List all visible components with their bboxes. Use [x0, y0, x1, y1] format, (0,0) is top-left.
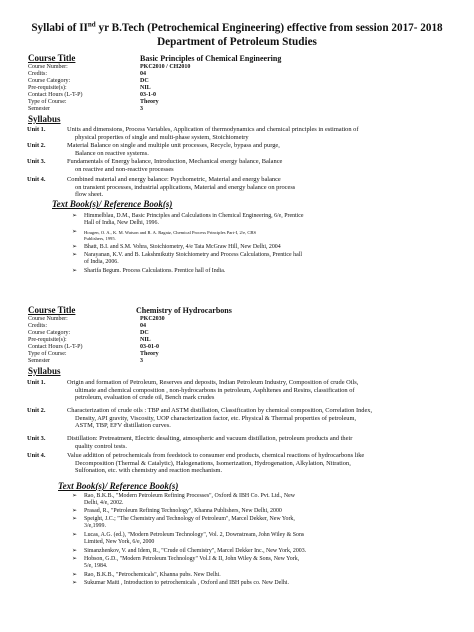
- title-superscript: nd: [87, 20, 96, 29]
- bullet-arrow-icon: ➢: [72, 532, 78, 538]
- course2-ref-item: [72, 580, 444, 587]
- course2-ref-item: [72, 532, 444, 546]
- course2-field-label: Credits:: [28, 323, 47, 329]
- ref-line: Prasad, R., "Petroleum Refining Technology", Khanna Publishers, New Delhi, 2000: [84, 508, 282, 514]
- course2-field-value: PKC2030: [140, 316, 165, 322]
- course2-syllabus-heading: Syllabus: [28, 366, 61, 376]
- title-prefix: Syllabi of II: [31, 22, 88, 34]
- bullet-arrow-icon: ➢: [72, 213, 78, 219]
- unit-line: Density, API gravity, Viscosity, UOP characterization factor, etc. Physical & Thermal properties of petroleum,: [75, 414, 357, 422]
- unit-line: quality control tests.: [75, 442, 128, 450]
- unit-line: Units and dimensions, Process Variables, Application of thermodynamics and chemical principles in estimation of: [67, 126, 359, 133]
- ref-line: Delhi, 4/e, 2002.: [84, 500, 124, 507]
- course1-field-value: NIL: [140, 85, 151, 91]
- course2-field-value: 04: [140, 323, 146, 329]
- bullet-arrow-icon: ➢: [72, 244, 78, 250]
- course1-name: Basic Principles of Chemical Engineering: [140, 54, 282, 63]
- unit-line: on transient processes, industrial applications, Material and energy balance on process: [75, 183, 296, 191]
- course1-field-label: Credits:: [28, 71, 47, 77]
- course2-name: Chemistry of Hydrocarbons: [136, 306, 232, 315]
- course2-ref-item: [72, 572, 444, 579]
- ref-line: Hougen, O. A., K. M. Watson and R. A. Ragatz, Chemical Process Principles Part-I, 2/e, CBS: [84, 230, 257, 235]
- course2-ref-item: [72, 556, 444, 570]
- ref-line: Himmelblau, D.M., Basic Principles and Calculations in Chemical Engineering, 6/e, Prentice: [84, 213, 304, 219]
- unit-label: Unit 2.: [27, 407, 46, 414]
- unit-line: physical properties of single and multi-phase system, Stoichiometry: [75, 133, 249, 141]
- unit-line: flow sheet.: [75, 191, 104, 199]
- course1-refs-heading: Text Book(s)/ Reference Book(s): [52, 199, 173, 209]
- bullet-arrow-icon: ➢: [72, 229, 78, 235]
- course2-field-value: Theory: [140, 351, 159, 357]
- course2-title-heading: Course Title: [28, 305, 76, 315]
- title-suffix: yr B.Tech (Petrochemical Engineering) effective from session 2017- 2018: [95, 22, 443, 34]
- course2-field-label: Type of Course:: [28, 351, 67, 357]
- course1-field-label: Course Number:: [28, 64, 68, 70]
- ref-line: Sharifa Begum. Process Calculations. Prentice hall of India.: [84, 268, 226, 274]
- page-title: [0, 22, 474, 35]
- unit-label: Unit 3.: [27, 158, 46, 165]
- ref-line: Hobson, G.D., "Modern Petroleum Technology" Vol.I & II, John Wiley & Sons, New York,: [84, 556, 300, 562]
- course1-field-value: 04: [140, 71, 146, 77]
- ref-line: Rao, B.K.B., "Modern Petroleum Refining Processes", Oxford & IBH Co. Pvt. Ltd., New: [84, 493, 295, 499]
- course2-ref-item: [72, 516, 444, 530]
- course2-field-label: Course Number:: [28, 316, 68, 322]
- unit-line: Origin and formation of Petroleum, Reserves and deposits, Indian Petroleum Industry, Composition of crude Oils,: [67, 379, 359, 386]
- course1-field-label: Contact Hours (L-T-P): [28, 92, 83, 98]
- bullet-arrow-icon: ➢: [72, 493, 78, 499]
- course1-unit-1: [27, 126, 452, 141]
- unit-line: Decomposition (Thermal & Catalytic), Halogenations, Isomerization, Hydrogenation, Alkylation, Nitration,: [75, 459, 351, 467]
- unit-line: ultimate and chemical composition , non-hydrocarbons in petroleum, Asphltenes and Resins, classification of: [75, 386, 355, 394]
- course1-unit-4: [27, 176, 452, 199]
- ref-line: Narayanan, K.V. and B. Lakshmikutty Stoichiometry and Process Calculations, Prentice hall: [84, 252, 302, 258]
- course1-ref-item: [72, 252, 444, 266]
- course2-field-label: Contact Hours (L-T-P): [28, 344, 83, 350]
- bullet-arrow-icon: ➢: [72, 508, 78, 514]
- ref-line: 3/e,1999.: [84, 523, 106, 530]
- course1-field-label: Pre-requisite(s):: [28, 85, 67, 91]
- course1-field-value: 3: [140, 106, 143, 112]
- course2-field-value: NIL: [140, 337, 151, 343]
- bullet-arrow-icon: ➢: [72, 580, 78, 586]
- unit-line: Fundamentals of Energy balance, Introduction, Mechanical energy balance, Balance: [67, 158, 283, 165]
- course2-refs-heading: Text Book(s)/ Reference Book(s): [58, 481, 179, 491]
- course1-field-value: DC: [140, 78, 149, 84]
- unit-line: Combined material and energy balance: Psychometric, Material and energy balance: [67, 176, 281, 183]
- ref-line: Hall of India, New Delhi, 1996.: [84, 220, 159, 227]
- course2-ref-item: [72, 548, 444, 555]
- unit-label: Unit 2.: [27, 142, 46, 149]
- course2-unit-4: [27, 452, 452, 475]
- unit-line: Distillation: Pretreatment, Electric desalting, atmospheric and vacuum distillation, petroleum products and their: [67, 435, 353, 442]
- course1-field-label: Type of Course:: [28, 99, 67, 105]
- department-title: Department of Petroleum Studies: [157, 36, 317, 48]
- course2-field-value: 3: [140, 358, 143, 364]
- unit-line: on reactive and non-reactive processes: [75, 165, 174, 173]
- course1-field-label: Course Category:: [28, 78, 71, 84]
- course1-ref-item: [72, 213, 444, 227]
- course1-syllabus-heading: Syllabus: [28, 114, 61, 124]
- course2-field-label: Semester: [28, 358, 50, 364]
- unit-line: ASTM, TBP, EFV distillation curves.: [75, 422, 171, 430]
- unit-label: Unit 1.: [27, 126, 46, 133]
- ref-line: Rao, B.K.B., "Petrochemicals", Khanna pubs. New Delhi.: [84, 572, 221, 578]
- unit-line: Value addition of petrochemicals from feedstock to consumer end products, chemical reactions of hydrocarbons like: [67, 452, 365, 459]
- ref-line: 5/e, 1984.: [84, 563, 108, 570]
- course1-field-value: PKC2010 / CH2010: [140, 64, 191, 70]
- course1-field-value: Theory: [140, 99, 159, 105]
- unit-line: Sulfonation, etc. with chemistry and reaction mechanism.: [75, 467, 223, 475]
- course2-ref-item: [72, 508, 444, 515]
- course2-unit-2: [27, 407, 452, 430]
- ref-line: Publishers, 1995.: [84, 235, 116, 241]
- course1-unit-3: [27, 158, 452, 173]
- course1-unit-2: [27, 142, 452, 157]
- unit-line: petroleum, evaluation of crude oil, Bench mark crudes: [75, 394, 215, 402]
- course2-ref-item: [72, 493, 444, 507]
- unit-label: Unit 3.: [27, 435, 46, 442]
- ref-line: of India, 2006.: [84, 259, 119, 266]
- course2-unit-3: [27, 435, 452, 450]
- course2-field-label: Pre-requisite(s):: [28, 337, 67, 343]
- course1-field-value: 03-1-0: [140, 92, 156, 98]
- bullet-arrow-icon: ➢: [72, 572, 78, 578]
- course1-field-label: Semester: [28, 106, 50, 112]
- course1-ref-item: [72, 244, 444, 251]
- bullet-arrow-icon: ➢: [72, 556, 78, 562]
- course1-ref-item: [72, 229, 444, 241]
- bullet-arrow-icon: ➢: [72, 548, 78, 554]
- course2-field-value: 03-01-0: [140, 344, 159, 350]
- bullet-arrow-icon: ➢: [72, 252, 78, 258]
- unit-label: Unit 4.: [27, 176, 46, 183]
- unit-label: Unit 4.: [27, 452, 46, 459]
- ref-line: Lucas, A.G. (ed.), "Modern Petroleum Technology", Vol. 2, Downstream, John Wiley & Sons: [84, 532, 305, 538]
- unit-line: Characterization of crude oils : TBP and ASTM distillation, Classification by chemical composition, Correlation Index,: [67, 407, 373, 414]
- ref-line: Bhatt, B.I. and S.M. Vohra, Stoichiometry, 4/e Tata McGraw Hill, New Delhi, 2004: [84, 244, 281, 250]
- course2-unit-1: [27, 379, 452, 402]
- unit-line: Material Balance on single and multiple unit processes, Recycle, bypass and purge,: [67, 142, 280, 149]
- ref-line: Limited, New York, 6/e, 2000: [84, 539, 155, 546]
- unit-label: Unit 1.: [27, 379, 46, 386]
- ref-line: Sukumar Maiti , Introduction to petrochemicals , Oxford and IBH pubs co. New Delhi.: [84, 580, 289, 586]
- course1-ref-item: [72, 268, 444, 275]
- course2-field-value: DC: [140, 330, 149, 336]
- ref-line: Speight, J.C.; "The Chemistry and Technology of Petroleum", Marcel Dekker, New York,: [84, 516, 295, 522]
- course1-title-heading: Course Title: [28, 53, 76, 63]
- bullet-arrow-icon: ➢: [72, 268, 78, 274]
- ref-line: Simanzhenkov, V. and Idem, R., "Crude oil Chemistry", Marcel Dekker Inc., New York, 2003.: [84, 548, 307, 554]
- unit-line: Balance on reactive systems.: [75, 149, 149, 157]
- bullet-arrow-icon: ➢: [72, 516, 78, 522]
- course2-field-label: Course Category:: [28, 330, 71, 336]
